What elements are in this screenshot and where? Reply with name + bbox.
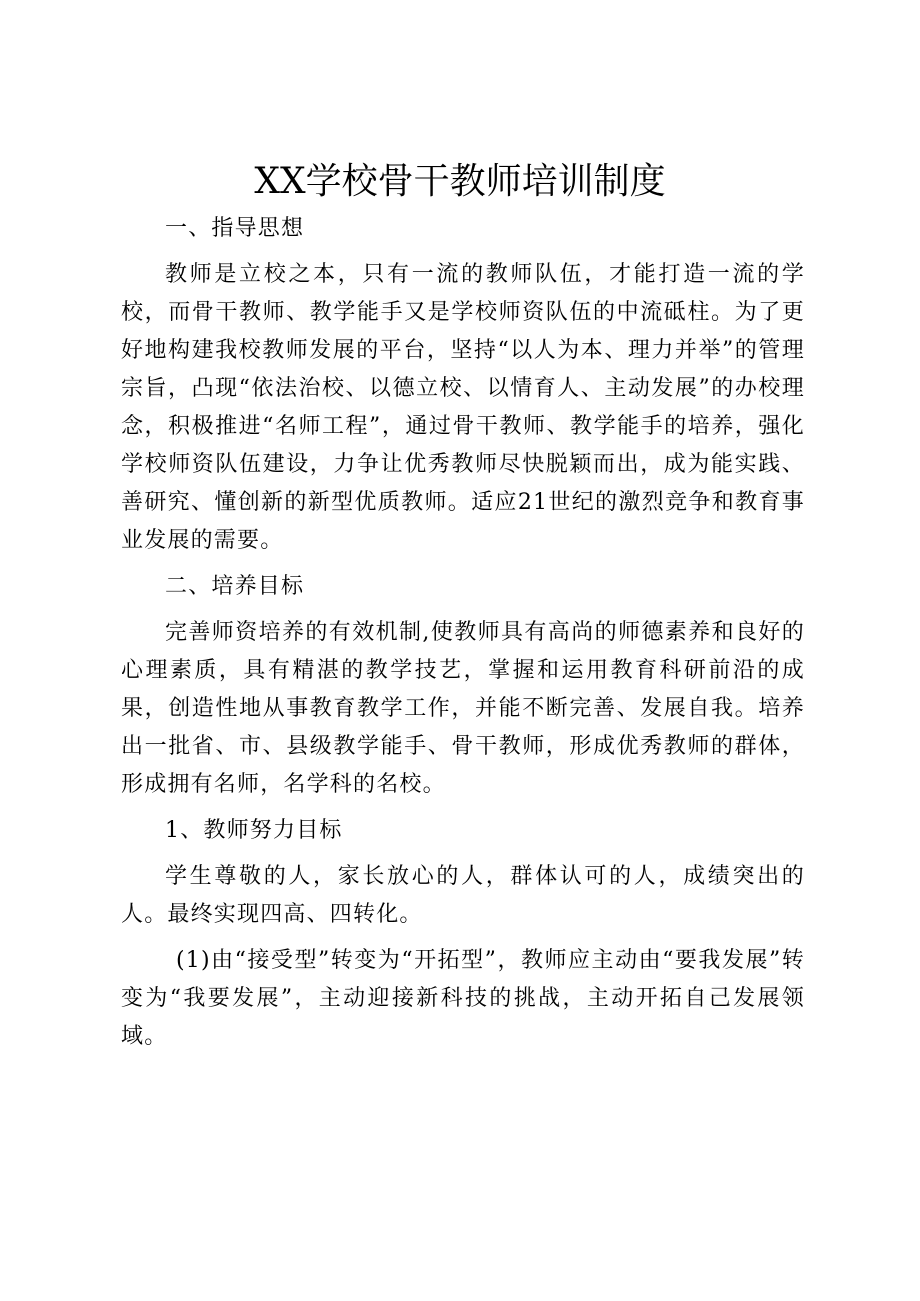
paragraph-guiding-ideology: 教师是立校之本，只有一流的教师队伍，才能打造一流的学校，而骨干教师、教学能手又是学校师资队伍的中流砥柱。为了更好地构建我校教师发展的平台，坚持“以人为本、理力并举”的管理宗旨，凸现“依法治校、以德立校、以情育人、主动发展”的办校理念，积极推进“名师工程”，通过骨干教师、教学能手的培养，强化学校师资队伍建设，力争让优秀教师尽快脱颖而出，成为能实践、善研究、懂创新的新型优质教师。适应21世纪的激烈竞争和教育事业发展的需要。: [121, 262, 805, 553]
paragraph-training-goals: 完善师资培养的有效机制,使教师具有高尚的师德素养和良好的心理素质，具有精湛的教学技艺，掌握和运用教育科研前沿的成果，创造性地从事教育教学工作，并能不断完善、发展自我。培养出一批省、市、县级教学能手、骨干教师，形成优秀教师的群体，形成拥有名师，名学科的名校。: [121, 620, 805, 797]
document-body: [121, 210, 805, 1064]
document-title: XX学校骨干教师培训制度: [254, 161, 666, 202]
paragraph-teacher-goals: 学生尊敬的人，家长放心的人，群体认可的人，成绩突出的人。最终实现四高、四转化。: [121, 864, 805, 927]
subsection-heading-teacher-goals: 1、教师努力目标: [165, 818, 343, 843]
section-heading-guiding-ideology: 一、指导思想: [165, 216, 305, 241]
section-heading-training-goals: 二、培养目标: [165, 574, 305, 599]
list-item-transformation-1: (1)由“接受型”转变为“开拓型”，教师应主动由“要我发展”转变为“我要发展”，主动迎接新科技的挑战，主动开拓自己发展领域。: [121, 948, 805, 1049]
